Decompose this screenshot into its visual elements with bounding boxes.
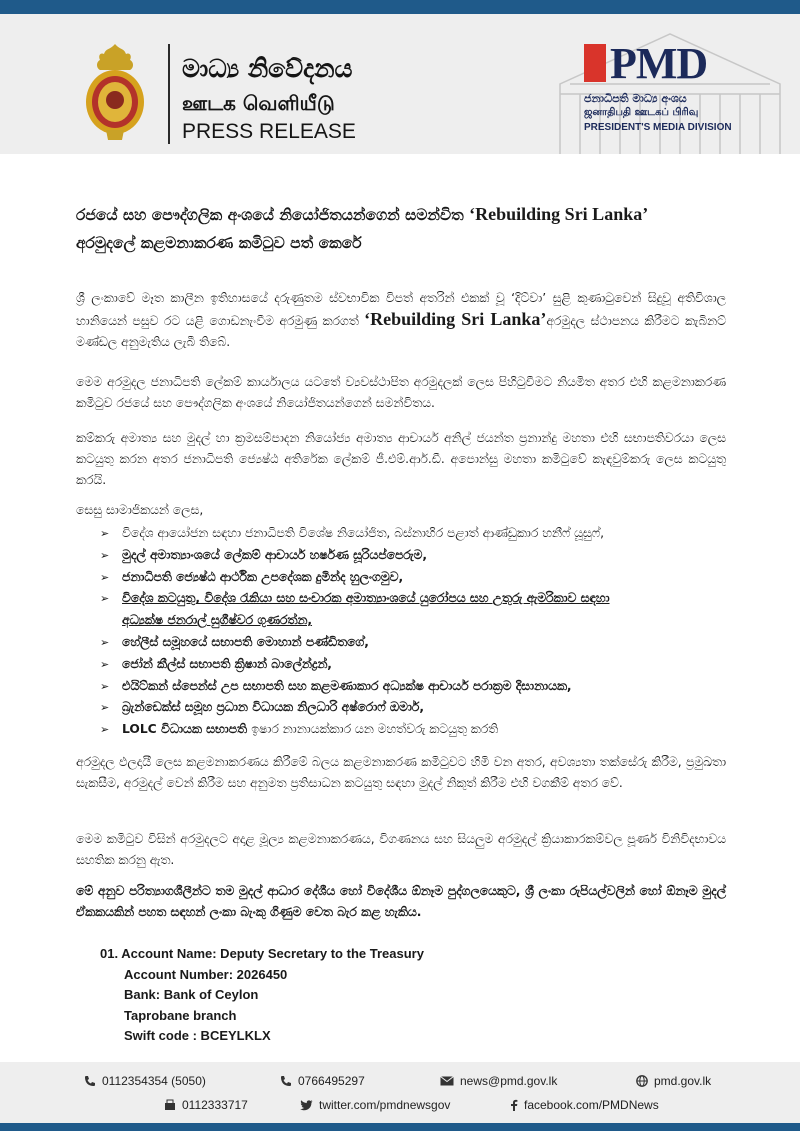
- footer-facebook-text[interactable]: facebook.com/PMDNews: [524, 1098, 659, 1112]
- paragraph-intro-fund-name: ‘Rebuilding Sri Lanka’: [364, 309, 547, 329]
- top-color-band: [0, 0, 800, 14]
- member-text: බ්‍රැන්ඩෙක්ස් සමූහ ප්‍රධාන විධායක නිලධාරි අෂ්රොෆ් ඔමාර්,: [122, 700, 424, 715]
- account-swift: Swift code : BCEYLKLX: [124, 1028, 271, 1043]
- footer-phone1-text: 0112354354 (5050): [102, 1074, 206, 1088]
- phone-icon: [84, 1075, 96, 1087]
- member-text: විදේශ කටයුතු, විදේශ රැකියා සහ සංචාරක අමාත්‍යාංශයේ යුරෝපය සහ උතුරු ඇමරිකාව සඳහා: [122, 591, 610, 606]
- footer-email-text[interactable]: news@pmd.gov.lk: [460, 1074, 558, 1088]
- arrow-bullet-icon: ➢: [100, 592, 110, 606]
- arrow-bullet-icon: ➢: [100, 701, 110, 715]
- member-text: ඉෂාර නානායක්කාර යන මහත්වරු කටයුතු කරති: [251, 722, 499, 737]
- bottom-color-band: [0, 1123, 800, 1131]
- list-item: [100, 523, 740, 545]
- paragraph-chairman: කම්කරු අමාත්‍ය සහ මුදල් හා ක්‍රමසම්පාදන නියෝජ්‍ය අමාත්‍ය ආචාර්ය අනිල් ජයන්ත ප්‍රනාන්දු මහතා එහි සභාපතිවරයා ලෙස කටයුතු කරන අතර ජනාධිපති ජ්‍යෙෂ්ඨ අතිරේක ලේකම් ජී.එම්.ආර්.ඩී. අපොන්සු මහතා කමිටුවේ කැඳවුම්කරු ලෙස කටයුතු කරයි.: [76, 431, 726, 487]
- pmd-name-sinhala: ජනාධිපති මාධ්‍ය අංශය: [584, 92, 687, 105]
- footer-phone2-text: 0766495297: [298, 1074, 365, 1088]
- press-release-title-english: PRESS RELEASE: [182, 120, 356, 143]
- press-release-title-tamil: ஊடக வெளியீடு: [182, 91, 335, 115]
- bank-account-details: [100, 944, 424, 1047]
- account-number: Account Number: 2026450: [124, 966, 288, 982]
- globe-icon: [636, 1075, 648, 1087]
- member-text: ජෝන් කීල්ස් සභාපති ක්‍රිෂාන් බාලේන්ද්‍රන්,: [122, 656, 332, 671]
- footer-website-text[interactable]: pmd.gov.lk: [654, 1074, 712, 1088]
- member-text: මුදල් අමාත්‍යාංශයේ ලේකම් ආචාර්ය හර්ෂණ සූරියප්පෙරුම,: [122, 547, 428, 562]
- member-text: අධ්‍යක්ෂ ජනරාල් සුගීෂ්වර ගුණරත්න,: [122, 613, 313, 628]
- list-item: [100, 697, 740, 719]
- twitter-icon: [300, 1100, 313, 1111]
- list-item: [100, 719, 740, 741]
- headline-fund-name: ‘Rebuilding Sri Lanka’: [469, 204, 649, 224]
- headline-part1: රජයේ සහ පෞද්ගලික අංශයේ නියෝජිතයන්ගෙන් සමන්විත: [76, 206, 470, 224]
- footer-email[interactable]: [440, 1074, 557, 1088]
- pmd-name-tamil: ஜனாதிபதி ஊடகப் பிரிவு: [584, 107, 699, 118]
- email-icon: [440, 1076, 454, 1086]
- paragraph-intro-text: ශ්‍රී ලංකාවේ මෑත කාලීන ඉතිහාසයේ දරුණුතම ස්වභාවික විපත් අතරින් එකක් වූ ‘දිට්වා’ සුළි කුණාටුවෙන් සිදුවූ අතිවිශාල හානියෙන් පසුව රට යළි ගොඩනැංවීම අරමුණු කරගත්: [76, 291, 726, 328]
- paragraph-committee-powers: අරමුදල ඵලදායී ලෙස කළමනාකරණය කිරීමේ බලය කළමනාකරණ කමිටුවට හිමි වන අතර, අවශ්‍යතා තක්සේරු කිරීම, ප්‍රමුඛතා සැකසීම, අරමුදල් වෙන් කිරීම සහ අනුමත ප්‍රතිසාධන කටයුතු සඳහා මුදල් නිකුත් කිරීම එහි වගකීම් අතර වේ.: [76, 755, 726, 790]
- arrow-bullet-icon: ➢: [100, 635, 110, 649]
- footer-phone1: [84, 1074, 206, 1088]
- header-divider: [168, 44, 170, 144]
- footer-phone2: [280, 1074, 365, 1088]
- list-item: [100, 610, 740, 632]
- pmd-logo-mark: [584, 44, 606, 82]
- paragraph-donations: මේ අනුව පරිත්‍යාගශීලීන්ට තම මුදල් ආධාර දේශීය හෝ විදේශීය ඕනෑම පුද්ගලයෙකුට, ශ්‍රී ලංකා රුපියල්වලින් හෝ ඕනෑම මුදල් ඒකකයකින් පහත සඳහන් ලංකා බැංකු ගිණුම වෙත බැර කළ හැකිය.: [76, 884, 726, 919]
- footer-fax-text: 0112333717: [182, 1098, 248, 1112]
- footer-website[interactable]: [636, 1074, 711, 1088]
- member-text: හේලීස් සමූහයේ සභාපති මොහාන් පණ්ඩිතගේ,: [122, 634, 369, 649]
- footer-fax: [164, 1098, 248, 1112]
- list-item: [100, 632, 740, 654]
- list-item: [100, 654, 740, 676]
- arrow-bullet-icon: ➢: [100, 548, 110, 562]
- headline-part2: අරමුදලේ කළමනාකරණ කමිටුව පත් කෙරේ: [76, 234, 362, 252]
- footer-facebook[interactable]: [510, 1098, 659, 1112]
- mobile-phone-icon: [280, 1075, 292, 1087]
- list-item: [100, 545, 740, 567]
- list-item: [100, 567, 740, 589]
- headline: [76, 200, 726, 257]
- pmd-logo: PMD: [610, 39, 708, 88]
- member-text: එයිට්කන් ස්පෙන්ස් උප සභාපති සහ කළමණාකාර අධ්‍යක්ෂ ආචාර්ය පරාක්‍රම දිසානායක,: [122, 678, 572, 693]
- account-list-number: 01.: [100, 946, 119, 961]
- pmd-name-english: PRESIDENT'S MEDIA DIVISION: [584, 122, 732, 133]
- paragraph-intro-end: අරමුදල ස්ථාපනය කිරීමට කැබිනට් මණ්ඩල අනුමැතිය ලැබී තිබේ.: [76, 314, 726, 349]
- letterhead: [0, 14, 800, 154]
- paragraph-transparency: මෙම කමිටුව විසින් අරමුදලට අදාළ මූල්‍ය කළමනාකරණය, විගණනය සහ සියලුම අරමුදල් ක්‍රියාකාරකම්වල පූර්ණ විනිවිදභාවය සහතික කරනු ඇත.: [76, 832, 726, 867]
- arrow-bullet-icon: ➢: [100, 723, 110, 737]
- paragraph-intro: [76, 288, 726, 353]
- facebook-icon: [510, 1099, 518, 1111]
- account-name: Account Name: Deputy Secretary to the Treasury: [121, 946, 424, 961]
- account-bank: Bank: Bank of Ceylon: [124, 987, 259, 1002]
- sri-lanka-emblem-icon: [84, 42, 146, 144]
- paragraph-members-intro: සෙසු සාමාජිකයන් ලෙස,: [76, 503, 204, 517]
- paragraph-fund-structure: මෙම අරමුදල ජනාධිපති ලේකම් කාර්යාලය යටතේ ව්‍යවස්ථාපිත අරමුදලක් ලෙස පිහිටුවීමට නියමිත අතර එහි කළමනාකරණ කමිටුව රජයේ සහ පෞද්ගලික අංශයේ නියෝජිතයන්ගෙන් සමන්විතය.: [76, 375, 726, 410]
- footer: [0, 1062, 800, 1131]
- members-list: [100, 523, 740, 741]
- member-text-bold: LOLC විධායක සභාපති: [122, 722, 252, 737]
- member-text: විදේශ ආයෝජන සඳහා ජනාධිපති විශේෂ නියෝජිත, බස්නාහිර පළාත් ආණ්ඩුකාර හනීෆ් යූසුෆ්,: [122, 526, 605, 540]
- arrow-bullet-icon: ➢: [100, 679, 110, 693]
- fax-icon: [164, 1099, 176, 1111]
- member-text: ජනාධිපති ජ්‍යෙෂ්ඨ ආර්ථික උපදේශක දුමින්ද හුලංගමුව,: [122, 569, 404, 584]
- arrow-bullet-icon: ➢: [100, 527, 110, 540]
- account-branch: Taprobane branch: [124, 1007, 237, 1023]
- press-release-title-sinhala: මාධ්‍ය නිවේදනය: [182, 54, 353, 83]
- footer-twitter-text[interactable]: twitter.com/pmdnewsgov: [319, 1098, 451, 1112]
- footer-twitter[interactable]: [300, 1098, 450, 1112]
- list-item: [100, 676, 740, 698]
- arrow-bullet-icon: ➢: [100, 570, 110, 584]
- list-item: [100, 588, 740, 610]
- arrow-bullet-icon: ➢: [100, 657, 110, 671]
